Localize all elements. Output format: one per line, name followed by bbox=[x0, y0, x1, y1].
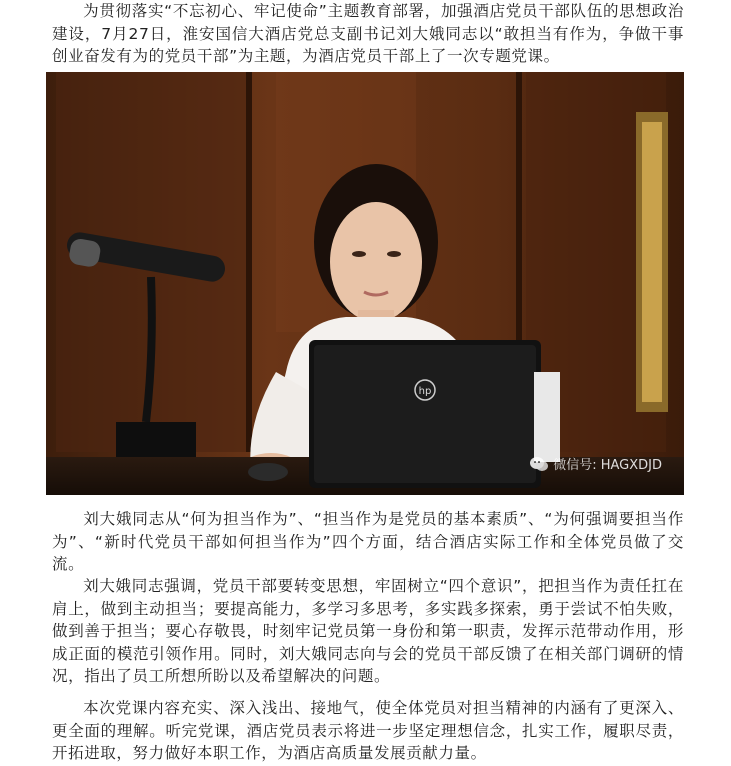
paragraph-intro bbox=[52, 0, 684, 68]
speaker-photo bbox=[46, 72, 684, 495]
watermark bbox=[529, 454, 662, 473]
wechat-icon bbox=[529, 456, 549, 472]
laptop-logo: hp bbox=[418, 386, 432, 397]
paragraph-conclusion bbox=[52, 697, 684, 765]
paragraph-topics-text: 刘大娥同志从“何为担当作为”、“担当作为是党员的基本素质”、“为何强调要担当作为”、“新时代党员干部如何担当作为”四个方面，结合酒店实际工作和全体党员做了交流。 bbox=[52, 510, 684, 573]
photo-illustration bbox=[46, 72, 684, 495]
paragraph-topics bbox=[52, 508, 684, 576]
watermark-text: 微信号: HAGXDJD bbox=[553, 458, 662, 473]
paragraph-intro-text: 为贯彻落实“不忘初心、牢记使命”主题教育部署，加强酒店党员干部队伍的思想政治建设，7月27日，淮安国信大酒店党总支副书记刘大娥同志以“敢担当有作为，争做干事创业奋发有为的党员干部”为主题，为酒店党员干部上了一次专题党课。 bbox=[52, 2, 684, 65]
paragraph-conclusion-text: 本次党课内容充实、深入浅出、接地气，使全体党员对担当精神的内涵有了更深入、更全面的理解。听完党课，酒店党员表示将进一步坚定理想信念，扎实工作，履职尽责，开拓进取，努力做好本职工作，为酒店高质量发展贡献力量。 bbox=[52, 699, 684, 762]
paragraph-emphasis-text: 刘大娥同志强调，党员干部要转变思想，牢固树立“四个意识”，把担当作为责任扛在肩上，做到主动担当；要提高能力，多学习多思考，多实践多探索，勇于尝试不怕失败，做到善于担当；要心存敬畏，时刻牢记党员第一身份和第一职责，发挥示范带动作用，形成正面的模范引领作用。同时，刘大娥同志向与会的党员干部反馈了在相关部门调研的情况，指出了员工所想所盼以及希望解决的问题。 bbox=[52, 577, 684, 685]
paragraph-emphasis bbox=[52, 575, 684, 688]
